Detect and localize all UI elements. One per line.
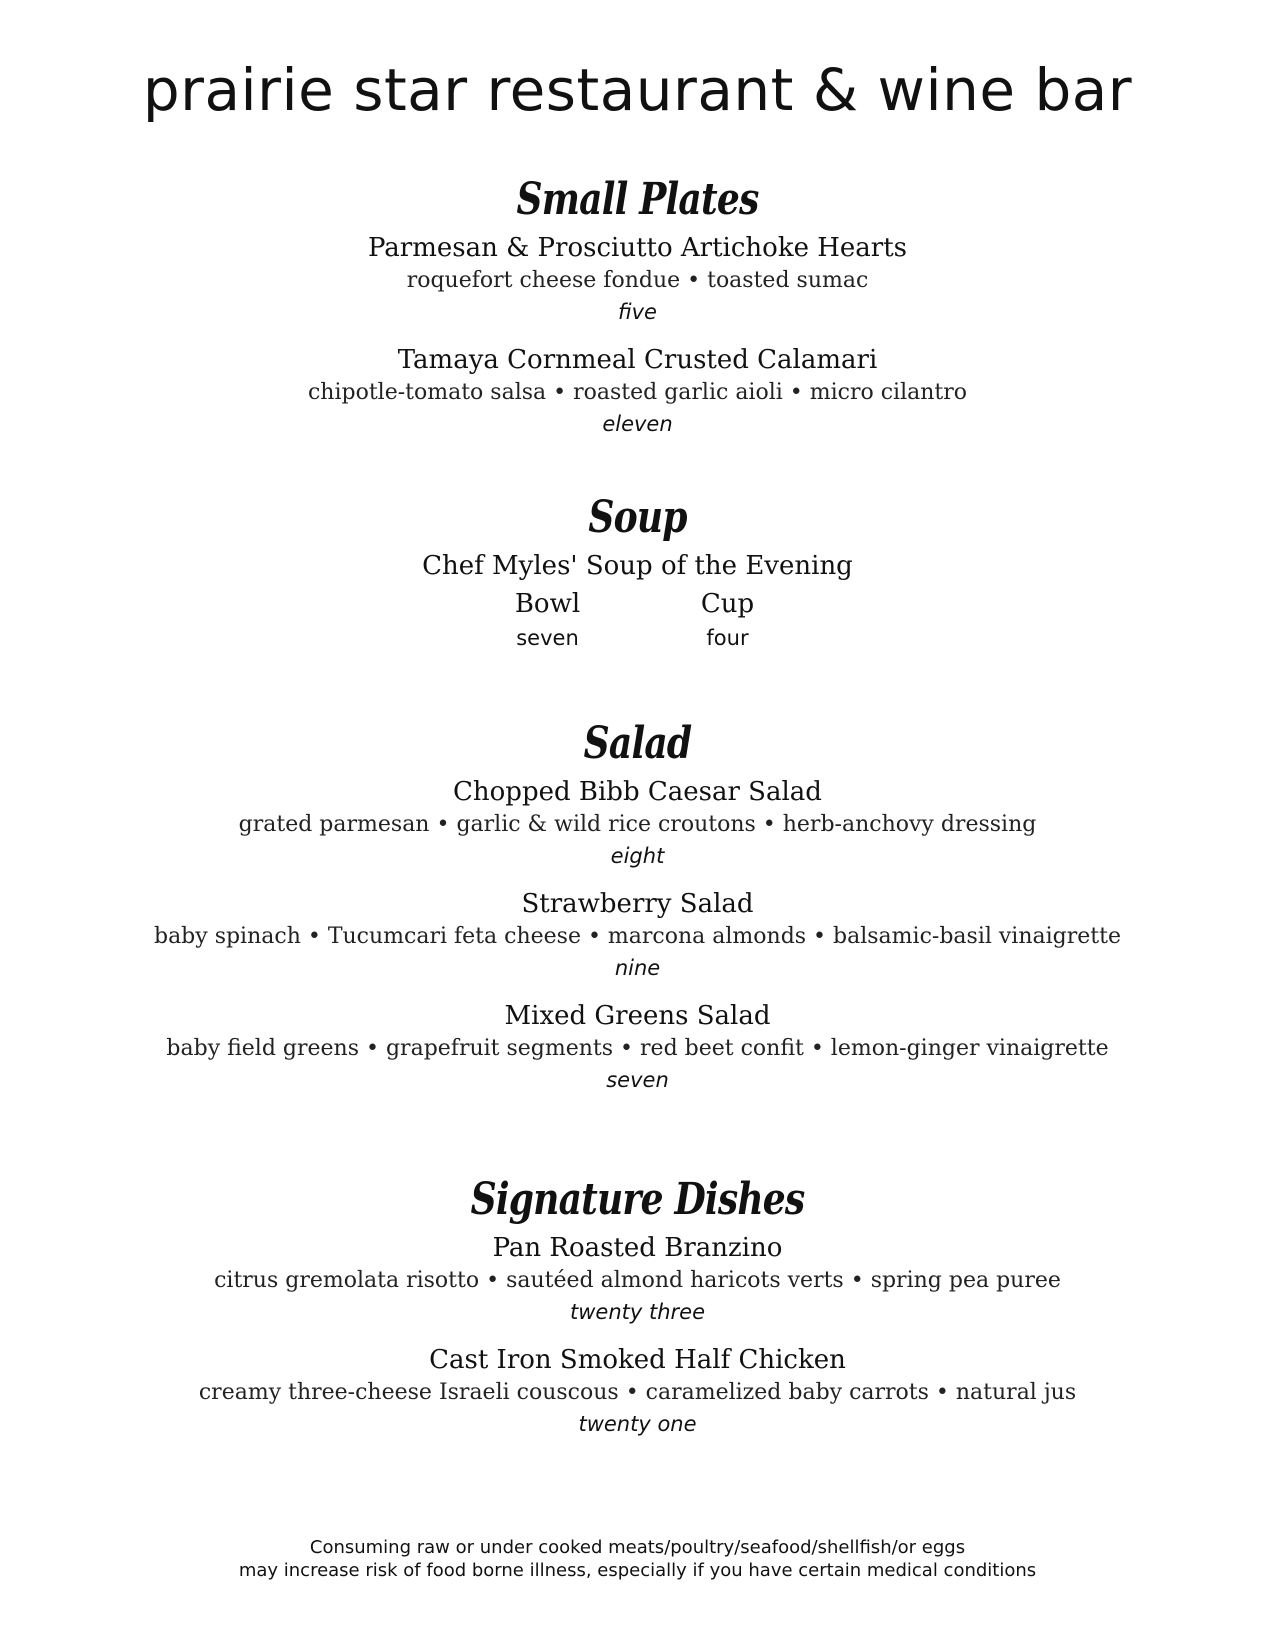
dish-price: five xyxy=(618,300,657,324)
menu-item xyxy=(0,548,1275,654)
soup-price: four xyxy=(706,626,749,650)
dish-name: Chopped Bibb Caesar Salad xyxy=(453,777,822,807)
dish-name: Tamaya Cornmeal Crusted Calamari xyxy=(397,345,878,375)
dish-price: eleven xyxy=(602,412,673,436)
dish-price: twenty one xyxy=(578,1412,697,1436)
menu-item xyxy=(0,998,1275,1096)
food-safety-disclaimer xyxy=(0,1536,1275,1582)
dish-price: nine xyxy=(614,956,661,980)
dish-price: seven xyxy=(606,1068,669,1092)
menu-item xyxy=(0,342,1275,440)
soup-size: Cup xyxy=(700,589,755,619)
restaurant-title: prairie star restaurant & wine bar xyxy=(142,56,1133,124)
section-soup xyxy=(0,488,1275,654)
soup-size: Bowl xyxy=(514,589,581,619)
section-small-plates xyxy=(0,170,1275,440)
dish-name: Cast Iron Smoked Half Chicken xyxy=(429,1345,846,1375)
menu-item xyxy=(0,774,1275,872)
menu-item xyxy=(0,886,1275,984)
dish-name: Pan Roasted Branzino xyxy=(492,1233,783,1263)
dish-description: roquefort cheese fondue • toasted sumac xyxy=(406,268,869,293)
dish-description: baby field greens • grapefruit segments • red beet confit • lemon-ginger vinaigrette xyxy=(166,1036,1109,1061)
soup-options xyxy=(0,586,1275,654)
disclaimer-line: Consuming raw or under cooked meats/poultry/seafood/shellfish/or eggs xyxy=(309,1537,966,1558)
dish-description: baby spinach • Tucumcari feta cheese • marcona almonds • balsamic-basil vinaigrette xyxy=(153,924,1121,949)
dish-description: grated parmesan • garlic & wild rice croutons • herb-anchovy dressing xyxy=(238,812,1037,837)
soup-option-bowl xyxy=(503,586,593,654)
section-heading: Soup xyxy=(588,492,687,543)
dish-name: Chef Myles' Soup of the Evening xyxy=(422,551,853,581)
menu-item xyxy=(0,1230,1275,1328)
dish-description: creamy three-cheese Israeli couscous • caramelized baby carrots • natural jus xyxy=(198,1380,1077,1405)
menu-item xyxy=(0,1342,1275,1440)
dish-price: twenty three xyxy=(570,1300,705,1324)
soup-price: seven xyxy=(516,626,579,650)
section-heading: Signature Dishes xyxy=(470,1174,805,1225)
section-heading: Small Plates xyxy=(516,174,759,225)
menu-item xyxy=(0,230,1275,328)
section-heading: Salad xyxy=(583,718,692,769)
dish-name: Strawberry Salad xyxy=(521,889,754,919)
soup-option-cup xyxy=(683,586,773,654)
section-salad xyxy=(0,714,1275,1096)
dish-name: Mixed Greens Salad xyxy=(504,1001,771,1031)
section-signature-dishes xyxy=(0,1170,1275,1440)
dish-name: Parmesan & Prosciutto Artichoke Hearts xyxy=(367,233,908,263)
dish-price: eight xyxy=(610,844,665,868)
dish-description: chipotle-tomato salsa • roasted garlic aioli • micro cilantro xyxy=(307,380,968,405)
dish-description: citrus gremolata risotto • sautéed almond haricots verts • spring pea puree xyxy=(214,1268,1061,1293)
disclaimer-line: may increase risk of food borne illness, especially if you have certain medical conditions xyxy=(238,1560,1037,1581)
